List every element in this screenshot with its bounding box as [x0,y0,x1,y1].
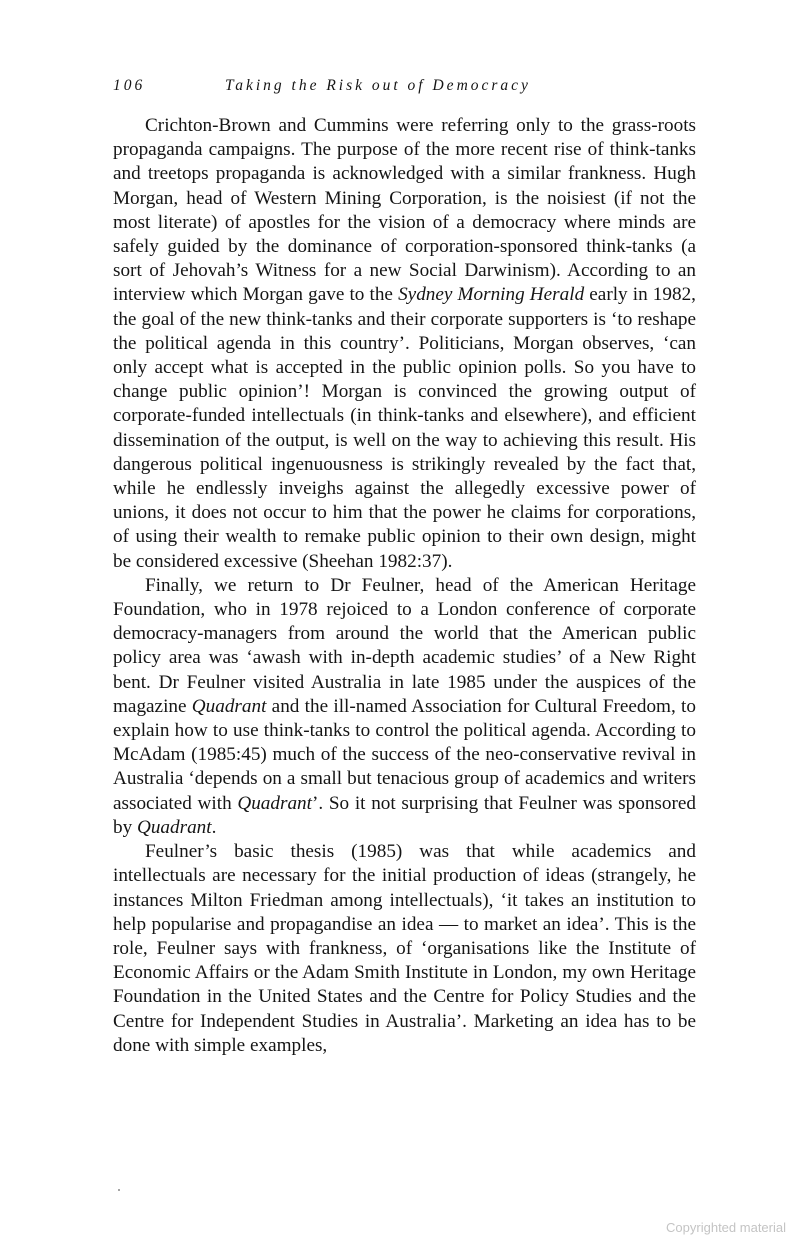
text-segment: Crichton-Brown and Cummins were referring only to the grass-roots propaganda campaigns. The purpose of the more recent rise of think-tanks and treetops propaganda is acknowledged with a similar frankness. Hugh Morgan, head of Western Mining Corporation, is the noisiest (if not the most literate) of apostles for the vision of a democracy where minds are safely guided by the dominance of corporation-sponsored think-tanks (a sort of Jehovah’s Witness for a new Social Darwinism). According to an interview which Morgan gave to the [113,115,696,306]
book-page [113,74,696,1058]
running-title: Taking the Risk out of Democracy [225,77,531,94]
body-text [113,114,696,1058]
publication-title: Quadrant [237,792,312,814]
copyright-watermark: Copyrighted material [666,1220,786,1235]
publication-title: Sydney Morning Herald [398,284,585,306]
text-segment: and the ill-named Association for Cultural Freedom, to explain how to use think-tanks to control the political agenda. According to McAdam (1985:45) much of the success of the neo-conservative revival in Australia ‘depends on a small but tenacious group of academics and writers associated with [113,695,696,814]
text-segment: . [211,816,217,838]
paragraph-1 [113,114,696,574]
text-segment: Feulner’s basic thesis (1985) was that while academics and intellectuals are necessary for the initial production of ideas (strangely, he instances Milton Friedman among intellectuals), ‘it takes an institution to help popularise and propagandise an idea — to market an idea’. This is the role, Feulner says with frankness, of ‘organisations like the Institute of Economic Affairs or the Adam Smith Institute in London, my own Heritage Foundation in the United States and the Centre for Policy Studies and the Centre for Independent Studies in Australia’. Marketing an idea has to be done with simple examples, [113,841,696,1056]
running-header [113,74,696,98]
text-segment: Finally, we return to Dr Feulner, head of the American Heritage Foundation, who in 1978 rejoiced to a London conference of corporate democracy-managers from around the world that the American public policy area was ‘awash with in-depth academic studies’ of a New Right bent. Dr Feulner visited Australia in late 1985 under the auspices of the magazine [113,574,696,717]
publication-title: Quadrant [136,816,212,838]
text-segment: early in 1982, the goal of the new think-tanks and their corporate supporters is ‘to reshape the political agenda in this country’. Politicians, Morgan observes, ‘can only accept what is accepted in the public opinion polls. So you have to change public opinion’! Morgan is convinced the growing output of corporate-funded intellectuals (in think-tanks and elsewhere), and efficient dissemination of the output, is well on the way to achieving this result. His dangerous political ingenuousness is strikingly revealed by the fact that, while he endlessly inveighs against the allegedly excessive power of unions, it does not occur to him that the power he claims for corporations, of using their wealth to remake public opinion to their own design, might be considered excessive (Sheehan 1982:37). [113,284,696,572]
text-segment: ’. So it not surprising that Feulner was sponsored by [113,792,696,838]
paragraph-2 [113,574,696,840]
stray-mark [118,1189,120,1191]
paragraph-3 [113,840,696,1058]
publication-title: Quadrant [191,695,267,717]
page-number: 106 [113,77,146,94]
